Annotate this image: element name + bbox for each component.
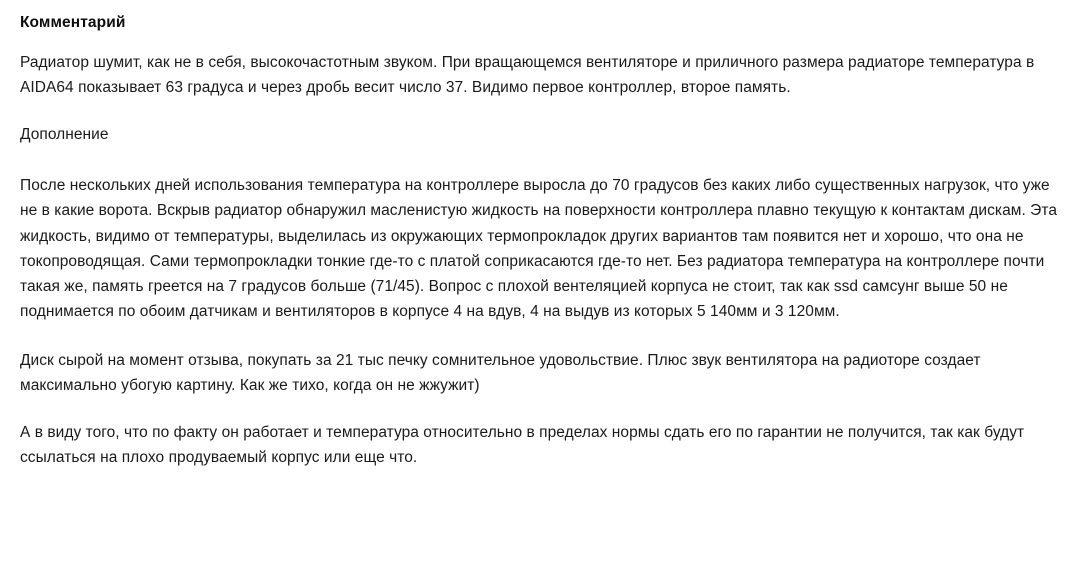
review-paragraph-verdict: Диск сырой на момент отзыва, покупать за 21 тыс печку сомнительное удовольствие. Плюс звук вентилятора на радиоторе создает максимально убогую картину. Как же тихо, когда он не жжужит) — [20, 351, 981, 395]
review-paragraph-addendum-body: После нескольких дней использования температура на контроллере выросла до 70 градусов без каких либо существенных нагрузок, что уже не в какие ворота. Вскрыв радиатор обнаружил масленистую жидкость на поверхности контроллера плавно текущую к контактам дискам. Эта жидкость, видимо от температуры, выделилась из окружающих термопрокладок других вариантов там появится нет и хорошо, что она не токопроводящая. Сами термопрокладки тонкие где-то с платой соприкасаются где-то нет. Без радиатора температура на контроллере почти такая же, память греется на 7 градусов больше (71/45). Вопрос с плохой вентеляцией корпуса не стоит, так как ssd самсунг выше 50 не поднимается по обоим датчикам и вентиляторов в корпусе 4 на вдув, 4 на выдув из которых 5 140мм и 3 120мм. — [20, 177, 1057, 320]
page-title: Комментарий — [20, 14, 126, 31]
review-paragraph-addendum-label: Дополнение — [20, 126, 109, 144]
review-paragraph-main: Радиатор шумит, как не в себя, высокочастотным звуком. При вращающемся вентиляторе и приличного размера радиаторе температура в AIDA64 показывает 63 градуса и через дробь весит число 37. Видимо первое контроллер, второе память. — [20, 54, 1035, 97]
review-paragraph-warranty-note: А в виду того, что по факту он работает и температура относительно в пределах нормы сдать его по гарантии не получится, так как будут ссылаться на плохо продуваемый корпус или еще что. — [20, 424, 1025, 467]
